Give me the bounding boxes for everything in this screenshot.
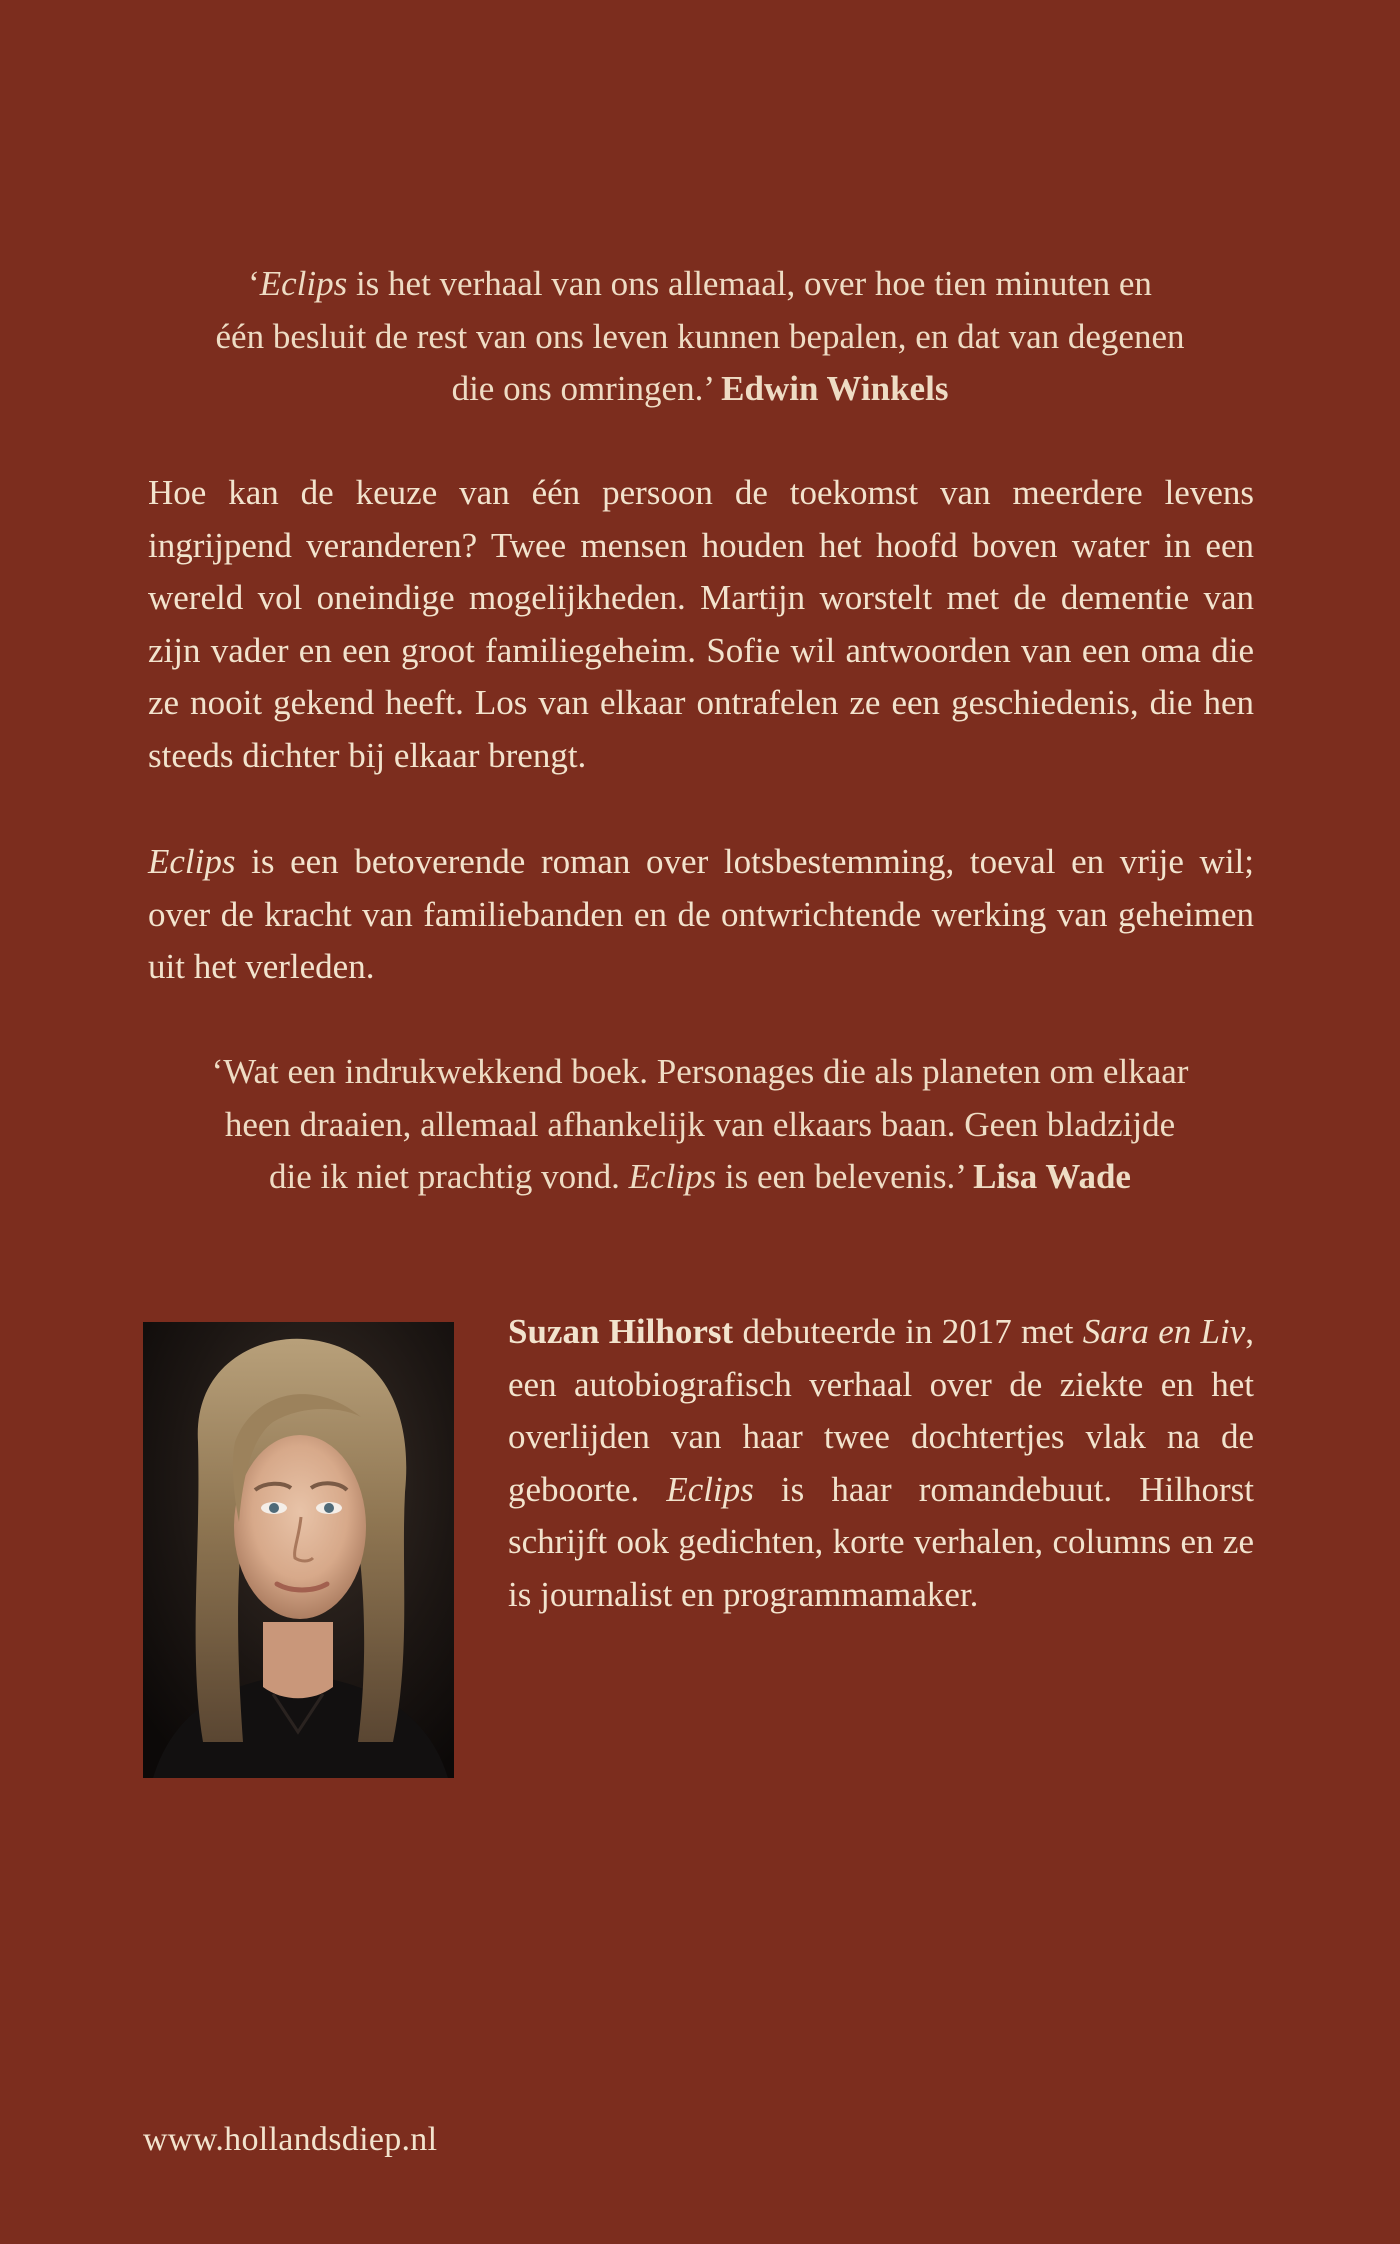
book-title: Sara en Liv [1082,1312,1246,1351]
quote-line: ‘Eclips is het verhaal van ons allemaal, over hoe tien minuten en [248,264,1152,303]
book-title: Eclips [628,1157,717,1196]
quote-author: Edwin Winkels [721,369,949,408]
review-quote-top [130,258,1270,416]
publisher-website: www.hollandsdiep.nl [143,2121,438,2158]
quote-line: één besluit de rest van ons leven kunnen bepalen, en dat van degenen [215,316,1185,356]
author-photo [143,1322,454,1778]
quote-line: heen draaien, allemaal afhankelijk van elkaars baan. Geen bladzijde [224,1104,1176,1144]
quote-author: Lisa Wade [973,1157,1131,1196]
description-paragraph-1: Hoe kan de keuze van één persoon de toekomst van meerdere levens ingrijpend veranderen? Twee mensen houden het hoofd boven water in een wereld vol oneindige mogelijkheden. Martijn worstelt met de dementie van zijn vader en een groot familiegeheim. Sofie wil antwoorden van een oma die ze nooit gekend heeft. Los van elkaar ontrafelen ze een geschiedenis, die hen steeds dichter bij elkaar brengt. [148,473,1254,775]
book-title: Eclips [148,842,236,881]
author-bio: Suzan Hilhorst debuteerde in 2017 met Sara en Liv, een autobiografisch verhaal over de ziekte en het overlijden van haar twee dochtertjes vlak na de geboorte. Eclips is haar romandebuut. Hilhorst schrijft ook gedichten, korte verhalen, columns en ze is journalist en programmamaker. [508,1312,1255,1614]
author-name: Suzan Hilhorst [508,1312,734,1351]
book-title: Eclips [666,1469,754,1509]
quote-line: die ons omringen.’ Edwin Winkels [451,369,949,408]
book-title: Eclips [259,264,348,303]
description-paragraph-2: Eclips is een betoverende roman over lotsbestemming, toeval en vrije wil; over de kracht van familiebanden en de ontwrichtende werking van geheimen uit het verleden. [148,842,1254,986]
review-quote-bottom [140,1046,1260,1204]
quote-line: die ik niet prachtig vond. Eclips is een belevenis.’ Lisa Wade [269,1157,1131,1196]
quote-line: ‘Wat een indrukwekkend boek. Personages die als planeten om elkaar [211,1052,1189,1091]
